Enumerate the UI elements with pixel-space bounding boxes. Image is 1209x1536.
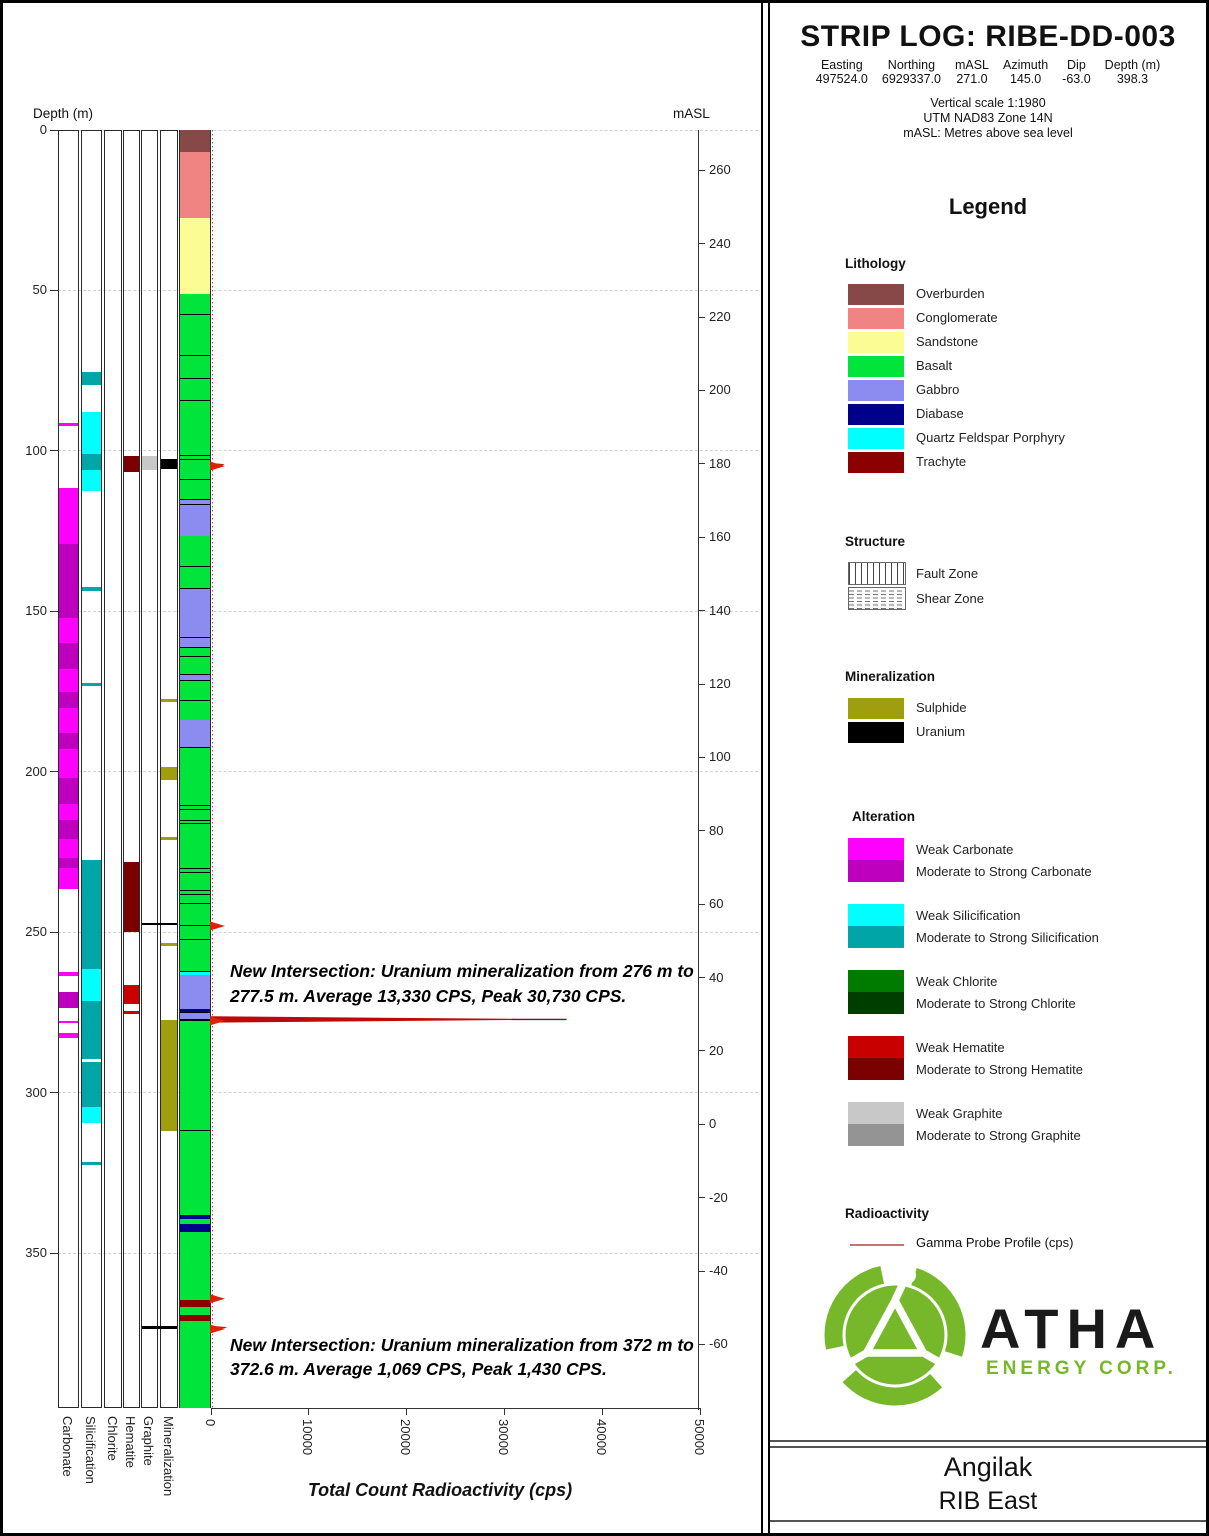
intersection-annotation: New Intersection: Uranium mineralization from 372 m to 372.6 m. Average 1,069 CPS, Peak 1,430 CPS. bbox=[230, 1334, 694, 1379]
x-tick-label: 0 bbox=[202, 1419, 218, 1427]
masl-tick-label: 220 bbox=[709, 309, 731, 325]
legend-mineralization-heading: Mineralization bbox=[845, 669, 936, 684]
lithology-swatch-label: Overburden bbox=[916, 286, 985, 301]
alteration-strong-swatch bbox=[848, 926, 904, 948]
intersection-arrow bbox=[210, 921, 225, 930]
depth-tick-label: 250 bbox=[25, 924, 47, 940]
legend-lithology-item bbox=[770, 427, 1206, 451]
depth-tick-label: 150 bbox=[25, 603, 47, 619]
x-tick-label: 30000 bbox=[495, 1419, 511, 1456]
footer-rule-1 bbox=[770, 1440, 1206, 1442]
collar-field-label: mASL bbox=[954, 58, 990, 72]
alteration-strong-label: Moderate to Strong Silicification bbox=[916, 930, 1099, 945]
alteration-strong-swatch bbox=[848, 860, 904, 882]
legend-alteration-heading: Alteration bbox=[852, 809, 916, 824]
alteration-weak-swatch bbox=[848, 1036, 904, 1058]
masl-tick-label: 0 bbox=[709, 1116, 717, 1132]
lithology-swatch-label: Sandstone bbox=[916, 334, 979, 349]
area-name: RIB East bbox=[938, 1487, 1038, 1515]
logo-sub: ENERGY CORP. bbox=[986, 1358, 1177, 1379]
depth-tick-label: 100 bbox=[25, 442, 47, 458]
lithology-swatch bbox=[848, 308, 904, 329]
alteration-weak-label: Weak Silicification bbox=[916, 908, 1021, 923]
depth-tick-label: 50 bbox=[32, 282, 47, 298]
legend-radioactivity-heading: Radioactivity bbox=[845, 1206, 930, 1221]
legend-mineralization-item bbox=[770, 721, 1206, 745]
intersection-arrow bbox=[210, 1294, 225, 1303]
alteration-weak-label: Weak Carbonate bbox=[916, 842, 1014, 857]
masl-tick-label: 260 bbox=[709, 162, 731, 178]
collar-field bbox=[1062, 58, 1091, 86]
legend-title: Legend bbox=[948, 194, 1028, 219]
masl-axis-title: mASL bbox=[673, 106, 710, 121]
lithology-swatch bbox=[848, 452, 904, 473]
x-tick-label: 20000 bbox=[398, 1419, 414, 1456]
alteration-weak-swatch bbox=[848, 1102, 904, 1124]
legend-structure-item bbox=[770, 561, 1206, 586]
masl-tick-label: 40 bbox=[709, 969, 724, 985]
gamma-spike bbox=[211, 1016, 542, 1022]
alteration-strong-label: Moderate to Strong Graphite bbox=[916, 1128, 1081, 1143]
collar-field bbox=[1105, 58, 1161, 86]
legend-lithology-item bbox=[770, 379, 1206, 403]
scale-note: UTM NAD83 Zone 14N bbox=[923, 111, 1053, 125]
x-tick-label: 50000 bbox=[691, 1419, 707, 1456]
panel-divider bbox=[761, 0, 763, 1536]
collar-field bbox=[1003, 58, 1048, 86]
legend-structure-heading: Structure bbox=[845, 534, 906, 549]
lithology-swatch bbox=[848, 428, 904, 449]
legend-structure-item bbox=[770, 586, 1206, 611]
legend-lithology-items bbox=[770, 283, 1206, 475]
collar-field-label: Dip bbox=[1067, 58, 1086, 72]
legend-structure-items bbox=[770, 561, 1206, 611]
legend-lithology-item bbox=[770, 331, 1206, 355]
collar-field-label: Easting bbox=[820, 58, 863, 72]
logo-brand: ATHA bbox=[980, 1297, 1164, 1360]
alteration-weak-label: Weak Graphite bbox=[916, 1106, 1003, 1121]
lithology-swatch bbox=[848, 356, 904, 377]
legend-lithology-item bbox=[770, 283, 1206, 307]
legend-lithology-item bbox=[770, 403, 1206, 427]
lithology-swatch-label: Quartz Feldspar Porphyry bbox=[916, 430, 1065, 445]
masl-tick-label: 140 bbox=[709, 602, 731, 618]
x-axis-title: Total Count Radioactivity (cps) bbox=[307, 1480, 573, 1500]
gamma-line-label: Gamma Probe Profile (cps) bbox=[916, 1235, 1074, 1250]
alteration-strong-swatch bbox=[848, 1124, 904, 1146]
track-label: Chlorite bbox=[104, 1416, 120, 1461]
structure-swatch-label: Shear Zone bbox=[916, 591, 984, 606]
right-panel bbox=[770, 0, 1206, 1536]
alteration-weak-swatch bbox=[848, 904, 904, 926]
legend-lithology-item bbox=[770, 307, 1206, 331]
alteration-weak-label: Weak Chlorite bbox=[916, 974, 998, 989]
masl-tick-label: -60 bbox=[709, 1336, 728, 1352]
legend-lithology-item bbox=[770, 355, 1206, 379]
legend-alteration-group bbox=[770, 970, 1206, 1036]
collar-field-value: -63.0 bbox=[1062, 72, 1091, 86]
scale-note: mASL: Metres above sea level bbox=[903, 126, 1073, 140]
structure-swatch-label: Fault Zone bbox=[916, 566, 979, 581]
gamma-line-swatch bbox=[850, 1244, 904, 1246]
intersection-annotation: New Intersection: Uranium mineralization from 276 m to 277.5 m. Average 13,330 CPS, Peak 30,730 CPS. bbox=[230, 961, 694, 1006]
intersection-arrow bbox=[210, 462, 225, 471]
alteration-weak-label: Weak Hematite bbox=[916, 1040, 1005, 1055]
track-label: Graphite bbox=[141, 1416, 156, 1466]
project-name: Angilak bbox=[943, 1452, 1033, 1482]
collar-field-value: 398.3 bbox=[1116, 72, 1149, 86]
footer-rule-2 bbox=[770, 1446, 1206, 1448]
masl-tick-label: 20 bbox=[709, 1042, 724, 1058]
collar-field-value: 145.0 bbox=[1009, 72, 1042, 86]
masl-tick-label: 200 bbox=[709, 382, 731, 398]
shear-zone-swatch bbox=[848, 587, 906, 610]
scale-note: Vertical scale 1:1980 bbox=[930, 96, 1046, 110]
depth-tick-label: 350 bbox=[25, 1245, 47, 1261]
depth-tick-label: 0 bbox=[39, 122, 47, 137]
track-label: Carbonate bbox=[60, 1416, 75, 1477]
collar-field-label: Northing bbox=[887, 58, 936, 72]
collar-field bbox=[816, 58, 868, 86]
depth-tick-label: 200 bbox=[25, 763, 47, 779]
lithology-swatch-label: Conglomerate bbox=[916, 310, 998, 325]
atha-logo-icon bbox=[820, 1260, 970, 1410]
mineralization-swatch bbox=[848, 698, 904, 719]
masl-tick-label: 80 bbox=[709, 822, 724, 838]
lithology-swatch bbox=[848, 332, 904, 353]
legend-lithology-item bbox=[770, 451, 1206, 475]
company-logo bbox=[810, 1258, 1190, 1413]
track-label: Mineralization bbox=[160, 1416, 176, 1497]
track-label: Hematite bbox=[123, 1416, 138, 1469]
lithology-swatch bbox=[848, 284, 904, 305]
collar-field bbox=[955, 58, 989, 86]
masl-tick-label: -40 bbox=[709, 1263, 728, 1279]
alteration-weak-swatch bbox=[848, 970, 904, 992]
legend-mineralization-items bbox=[770, 697, 1206, 745]
legend-alteration-group bbox=[770, 1036, 1206, 1102]
legend-mineralization-item bbox=[770, 697, 1206, 721]
collar-field-label: Azimuth bbox=[1003, 58, 1049, 72]
masl-tick-label: 60 bbox=[709, 896, 724, 912]
masl-tick-label: 100 bbox=[709, 749, 731, 765]
alteration-strong-label: Moderate to Strong Chlorite bbox=[916, 996, 1076, 1011]
lithology-swatch-label: Gabbro bbox=[916, 382, 960, 397]
lithology-swatch-label: Trachyte bbox=[916, 454, 967, 469]
collar-field-label: Depth (m) bbox=[1104, 58, 1161, 72]
alteration-strong-label: Moderate to Strong Hematite bbox=[916, 1062, 1083, 1077]
masl-tick-label: 240 bbox=[709, 235, 731, 251]
legend-radioactivity-row bbox=[770, 1234, 1206, 1256]
collar-field-value: 497524.0 bbox=[815, 72, 868, 86]
depth-tick-label: 300 bbox=[25, 1084, 47, 1100]
alteration-strong-label: Moderate to Strong Carbonate bbox=[916, 864, 1092, 879]
x-tick-label: 40000 bbox=[593, 1419, 609, 1456]
footer-rule-3 bbox=[770, 1520, 1206, 1522]
lithology-swatch bbox=[848, 404, 904, 425]
track-label: Silicification bbox=[83, 1416, 98, 1484]
legend-alteration-group bbox=[770, 1102, 1206, 1168]
collar-fields bbox=[770, 58, 1206, 86]
lithology-swatch-label: Diabase bbox=[916, 406, 964, 421]
collar-field-value: 6929337.0 bbox=[881, 72, 941, 86]
collar-field-value: 271.0 bbox=[956, 72, 988, 86]
collar-field bbox=[882, 58, 941, 86]
masl-tick-label: 180 bbox=[709, 455, 731, 471]
scale-notes bbox=[770, 96, 1206, 141]
x-tick-label: 10000 bbox=[300, 1419, 316, 1456]
mineralization-swatch-label: Sulphide bbox=[916, 700, 967, 715]
alteration-weak-swatch bbox=[848, 838, 904, 860]
log-title: STRIP LOG: RIBE-DD-003 bbox=[800, 20, 1176, 53]
masl-tick-label: 160 bbox=[709, 529, 731, 545]
mineralization-swatch bbox=[848, 722, 904, 743]
legend-alteration-group bbox=[770, 838, 1206, 904]
depth-axis-title: Depth (m) bbox=[33, 106, 94, 121]
fault-zone-swatch bbox=[848, 562, 906, 585]
legend-alteration-groups bbox=[770, 838, 1206, 1168]
lithology-swatch bbox=[848, 380, 904, 401]
masl-tick-label: 120 bbox=[709, 676, 731, 692]
intersection-arrow bbox=[210, 1324, 225, 1333]
lithology-swatch-label: Basalt bbox=[916, 358, 953, 373]
mineralization-swatch-label: Uranium bbox=[916, 724, 966, 739]
alteration-strong-swatch bbox=[848, 1058, 904, 1080]
masl-tick-label: -20 bbox=[709, 1189, 728, 1205]
legend-lithology-heading: Lithology bbox=[845, 256, 906, 271]
legend-alteration-group bbox=[770, 904, 1206, 970]
alteration-strong-swatch bbox=[848, 992, 904, 1014]
